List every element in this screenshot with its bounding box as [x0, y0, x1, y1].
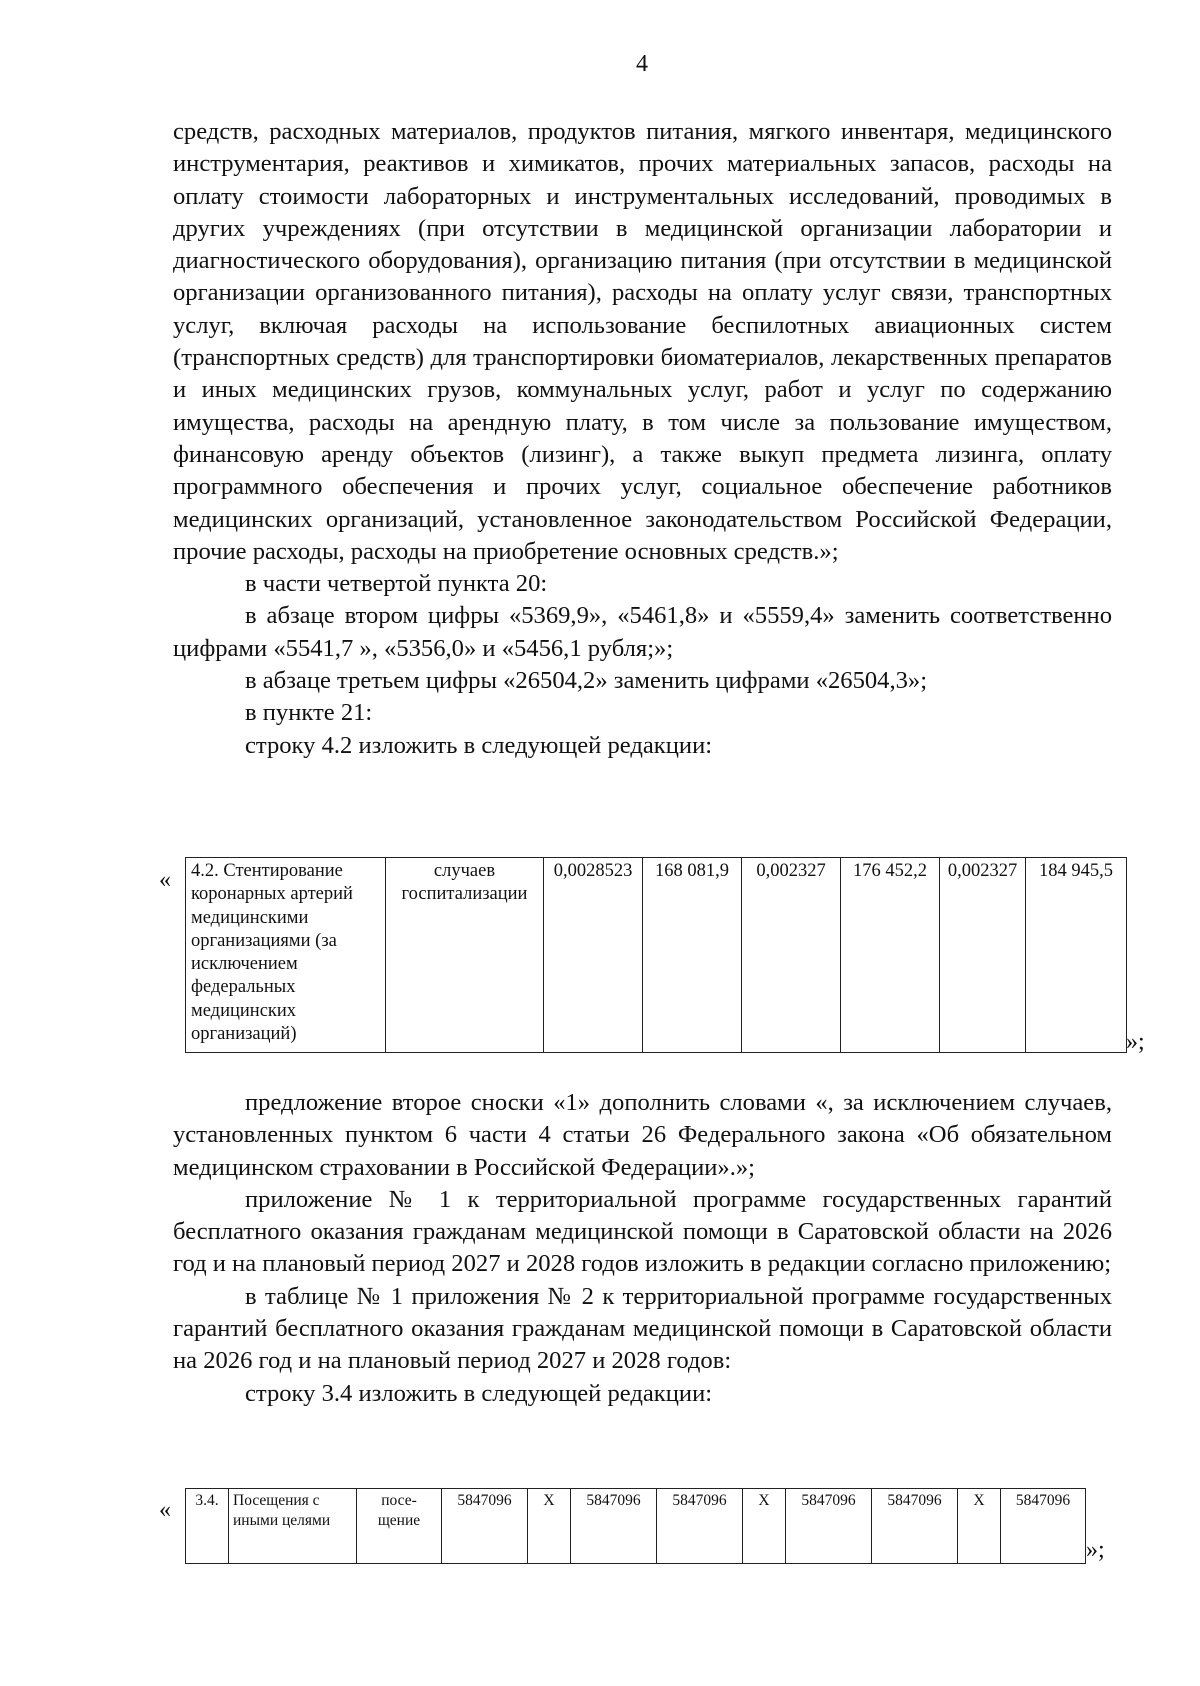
- table-cell: X: [743, 1489, 786, 1564]
- paragraph: строку 4.2 изложить в следующей редакции:: [245, 731, 713, 759]
- paragraph: в таблице № 1 приложения № 2 к территориальной программе государственных гарантий бесплатного оказания гражданам медицинской помощи в Саратовской области на 2026 год и на плановый период 2027 и 2028 годов:: [173, 1282, 1112, 1375]
- table-cell: 4.2. Стентирование коронарных артерий медицинскими организациями (за исключением федеральных медицинских организаций): [186, 858, 386, 1053]
- table-cell: Посещения с иными целями: [229, 1489, 357, 1564]
- table1-open-quote: «: [159, 867, 171, 893]
- page-number: 4: [636, 51, 648, 77]
- table2-close-quote: »;: [1086, 1537, 1105, 1563]
- paragraph: в абзаце третьем цифры «26504,2» заменить цифрами «26504,3»;: [245, 667, 928, 695]
- table-cell: 5847096: [1001, 1489, 1086, 1564]
- body-text-upper: [173, 116, 1112, 762]
- table-cell: 176 452,2: [841, 858, 940, 1053]
- table-cell: X: [528, 1489, 571, 1564]
- table2-open-quote: «: [159, 1497, 171, 1523]
- paragraph: в части четвертой пункта 20:: [245, 570, 548, 598]
- table-cell: X: [958, 1489, 1001, 1564]
- table-cell: посе- щение: [357, 1489, 442, 1564]
- paragraph: средств, расходных материалов, продуктов питания, мягкого инвентаря, медицинского инструментария, реактивов и химикатов, прочих материальных запасов, расходы на оплату стоимости лабораторных и инструментальных исследований, проводимых в других учреждениях (при отсутствии в медицинской организации лаборатории и диагностического оборудования), организацию питания (при отсутствии в медицинской организации организованного питания), расходы на оплату услуг связи, транспортных услуг, включая расходы на использование беспилотных авиационных систем (транспортных средств) для транспортировки биоматериалов, лекарственных препаратов и иных медицинских грузов, коммунальных услуг, работ и услуг по содержанию имущества, расходы на арендную плату, в том числе за пользование имуществом, финансовую аренду объектов (лизинг), а также выкуп предмета лизинга, оплату программного обеспечения и прочих услуг, социальное обеспечение работников медицинских организаций, установленное законодательством Российской Федерации, прочие расходы, расходы на приобретение основных средств.»;: [173, 118, 1112, 565]
- table-row-4-2: [185, 857, 1127, 1053]
- paragraph: в пункте 21:: [245, 699, 373, 727]
- body-text-lower: [173, 1087, 1112, 1410]
- table-cell: 3.4.: [186, 1489, 229, 1564]
- paragraph: предложение второе сноски «1» дополнить словами «, за исключением случаев, установленных пунктом 6 части 4 статьи 26 Федерального закона «Об обязательном медицинском страховании в Российской Федерации».»;: [173, 1089, 1112, 1181]
- table-row-3-4: [185, 1488, 1086, 1564]
- paragraph: строку 3.4 изложить в следующей редакции:: [245, 1379, 713, 1407]
- table-cell: 168 081,9: [643, 858, 742, 1053]
- paragraph: в абзаце втором цифры «5369,9», «5461,8» и «5559,4» заменить соответственно цифрами «5541,7 », «5356,0» и «5456,1 рубля;»;: [173, 602, 1112, 662]
- table-cell: случаев госпитализации: [386, 858, 544, 1053]
- table-cell: 0,002327: [940, 858, 1026, 1053]
- table-cell: 5847096: [442, 1489, 528, 1564]
- table-cell: 5847096: [657, 1489, 743, 1564]
- table-cell: 0,002327: [742, 858, 841, 1053]
- table-cell: 5847096: [872, 1489, 958, 1564]
- table-cell: 5847096: [786, 1489, 872, 1564]
- table1-close-quote: »;: [1126, 1029, 1145, 1055]
- table-cell: 5847096: [571, 1489, 657, 1564]
- paragraph: приложение № 1 к территориальной программе государственных гарантий бесплатного оказания гражданам медицинской помощи в Саратовской области на 2026 год и на плановый период 2027 и 2028 годов изложить в редакции согласно приложению;: [173, 1185, 1112, 1278]
- table-cell: 184 945,5: [1026, 858, 1127, 1053]
- table-cell: 0,0028523: [544, 858, 643, 1053]
